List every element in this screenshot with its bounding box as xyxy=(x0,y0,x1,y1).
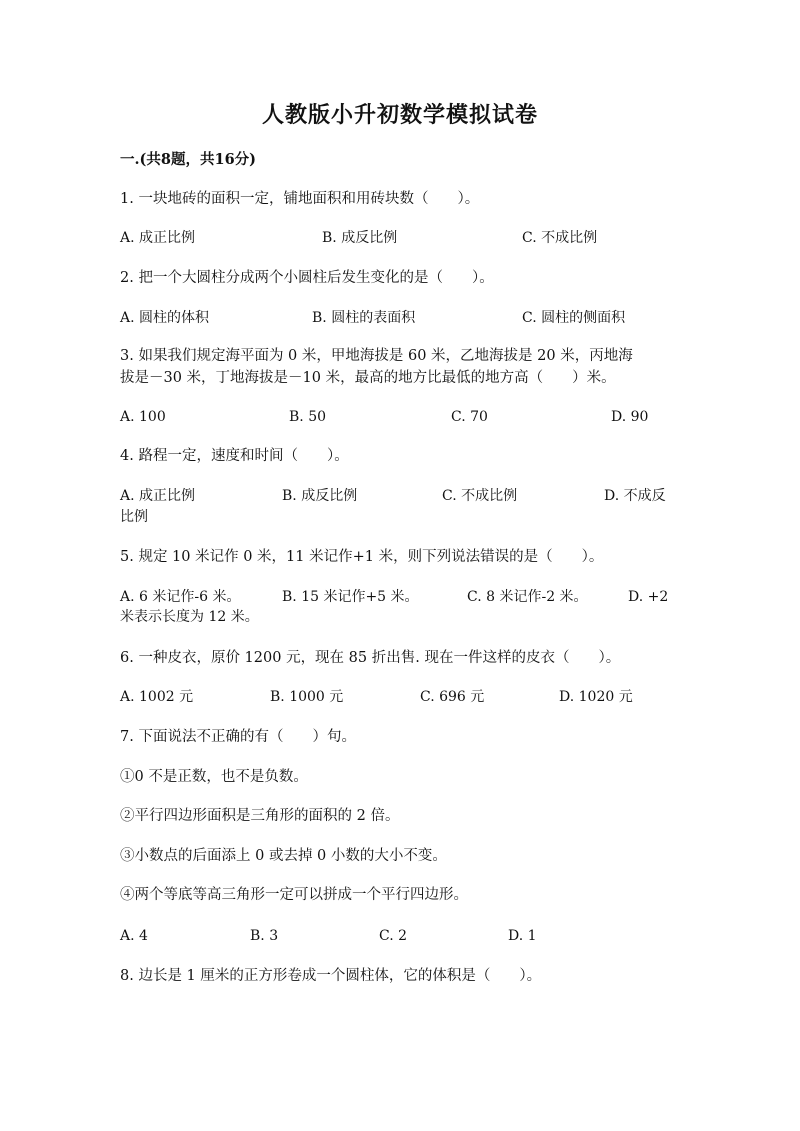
question-1-option-c: C. 不成比例 xyxy=(522,230,598,246)
question-2-stem: 2. 把一个大圆柱分成两个小圆柱后发生变化的是（ ）。 xyxy=(120,270,494,286)
question-4-option-d-wrap: 比例 xyxy=(120,509,148,525)
question-3-option-b: B. 50 xyxy=(289,409,327,425)
section-header: 一.(共8题，共16分) xyxy=(120,151,257,168)
question-3-option-d: D. 90 xyxy=(611,409,649,425)
question-7-option-c: C. 2 xyxy=(379,928,408,944)
question-7-statement-4: ④两个等底等高三角形一定可以拼成一个平行四边形。 xyxy=(120,887,468,903)
question-6-option-b: B. 1000 元 xyxy=(270,689,344,705)
question-7-statement-3: ③小数点的后面添上 0 或去掉 0 小数的大小不变。 xyxy=(120,848,447,864)
question-7-option-a: A. 4 xyxy=(120,928,148,944)
question-2-option-b: B. 圆柱的表面积 xyxy=(312,310,416,326)
question-7-option-b: B. 3 xyxy=(250,928,279,944)
question-4-option-c: C. 不成比例 xyxy=(442,488,518,504)
question-7-stem: 7. 下面说法不正确的有（ ）句。 xyxy=(120,729,356,745)
question-6-stem: 6. 一种皮衣，原价 1200 元，现在 85 折出售. 现在一件这样的皮衣（ ）。 xyxy=(120,650,621,666)
question-2-option-a: A. 圆柱的体积 xyxy=(120,310,210,326)
question-2-option-c: C. 圆柱的侧面积 xyxy=(522,310,626,326)
question-3-stem-line-2: 拔是－30 米，丁地海拔是－10 米，最高的地方比最低的地方高（ ）米。 xyxy=(120,370,616,386)
question-4-option-b: B. 成反比例 xyxy=(282,488,358,504)
page-title: 人教版小升初数学模拟试卷 xyxy=(261,102,538,128)
question-3-option-c: C. 70 xyxy=(451,409,488,425)
question-5-option-d: D. +2 xyxy=(628,589,669,605)
question-1-option-a: A. 成正比例 xyxy=(120,230,196,246)
question-3-stem-line-1: 3. 如果我们规定海平面为 0 米，甲地海拔是 60 米，乙地海拔是 20 米，丙地海 xyxy=(120,348,633,364)
question-4-option-d: D. 不成反 xyxy=(604,488,666,504)
question-4-option-a: A. 成正比例 xyxy=(120,488,196,504)
question-6-option-a: A. 1002 元 xyxy=(120,689,194,705)
question-3-option-a: A. 100 xyxy=(120,409,166,425)
question-5-option-a: A. 6 米记作-6 米。 xyxy=(120,589,241,605)
question-1-option-b: B. 成反比例 xyxy=(322,230,398,246)
question-7-option-d: D. 1 xyxy=(508,928,537,944)
question-7-statement-1: ①0 不是正数，也不是负数。 xyxy=(120,769,308,785)
question-5-option-d-wrap: 米表示长度为 12 米。 xyxy=(120,609,259,625)
question-5-stem: 5. 规定 10 米记作 0 米，11 米记作+1 米，则下列说法错误的是（ ）。 xyxy=(120,549,604,565)
question-5-option-c: C. 8 米记作-2 米。 xyxy=(467,589,588,605)
question-4-stem: 4. 路程一定，速度和时间（ ）。 xyxy=(120,448,349,464)
question-6-option-d: D. 1020 元 xyxy=(559,689,633,705)
question-5-option-b: B. 15 米记作+5 米。 xyxy=(282,589,419,605)
question-8-stem: 8. 边长是 1 厘米的正方形卷成一个圆柱体，它的体积是（ ）。 xyxy=(120,968,542,984)
question-7-statement-2: ②平行四边形面积是三角形的面积的 2 倍。 xyxy=(120,808,400,824)
question-6-option-c: C. 696 元 xyxy=(420,689,485,705)
question-1-stem: 1. 一块地砖的面积一定，铺地面积和用砖块数（ ）。 xyxy=(120,191,480,207)
